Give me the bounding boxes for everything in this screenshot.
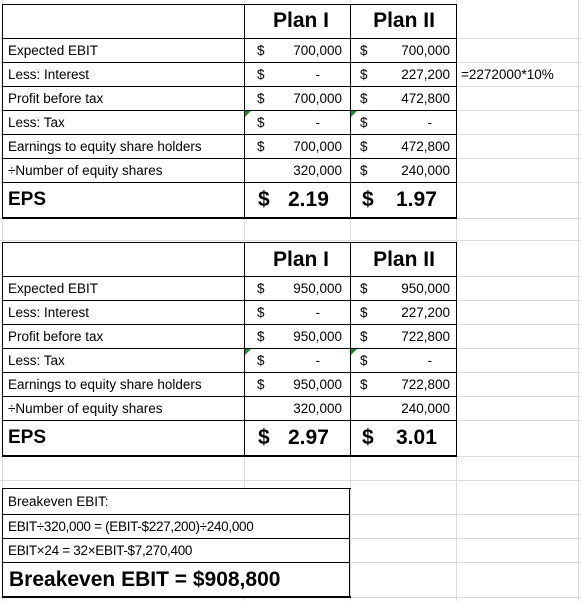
plan1-value: - xyxy=(315,353,320,368)
row-label: Profit before tax xyxy=(8,91,104,106)
comment-marker-icon xyxy=(351,349,357,355)
breakeven-result: Breakeven EBIT = $908,800 xyxy=(9,568,281,591)
currency-symbol: $ xyxy=(258,426,270,449)
currency-symbol: $ xyxy=(257,43,265,58)
comment-marker-icon xyxy=(245,111,251,117)
plan1-value: 950,000 xyxy=(293,377,342,392)
currency-symbol: $ xyxy=(360,115,368,130)
currency-symbol: $ xyxy=(362,188,374,211)
plan2-value: 472,800 xyxy=(401,91,450,106)
gridline xyxy=(0,480,581,481)
currency-symbol: $ xyxy=(257,139,265,154)
plan2-value: 227,200 xyxy=(401,67,450,82)
row-label: ÷Number of equity shares xyxy=(8,401,163,416)
plan1-value: 700,000 xyxy=(293,139,342,154)
currency-symbol: $ xyxy=(257,329,265,344)
currency-symbol: $ xyxy=(360,43,368,58)
currency-symbol: $ xyxy=(360,163,368,178)
currency-symbol: $ xyxy=(258,188,270,211)
plan2-eps: 1.97 xyxy=(396,188,437,211)
plan1-value: 320,000 xyxy=(293,401,342,416)
currency-symbol: $ xyxy=(257,305,265,320)
border xyxy=(2,242,3,456)
plan1-value: 950,000 xyxy=(293,281,342,296)
eps-label: EPS xyxy=(8,189,47,210)
plan1-value: 950,000 xyxy=(293,329,342,344)
border xyxy=(456,4,457,218)
border xyxy=(2,4,457,5)
plan1-value: - xyxy=(315,305,320,320)
border xyxy=(2,242,457,243)
plan1-value: - xyxy=(315,67,320,82)
row-label: Less: Tax xyxy=(8,353,65,368)
row-label: Earnings to equity share holders xyxy=(8,139,202,154)
currency-symbol: $ xyxy=(257,281,265,296)
currency-symbol: $ xyxy=(257,115,265,130)
plan2-value: 240,000 xyxy=(401,163,450,178)
row-label: Expected EBIT xyxy=(8,281,99,296)
plan2-value: 722,800 xyxy=(401,329,450,344)
currency-symbol: $ xyxy=(360,91,368,106)
plan2-value: - xyxy=(427,353,432,368)
comment-marker-icon xyxy=(351,111,357,117)
row-label: Earnings to equity share holders xyxy=(8,377,202,392)
eps-label: EPS xyxy=(8,427,47,448)
currency-symbol: $ xyxy=(362,426,374,449)
border xyxy=(2,4,3,218)
plan1-value: 700,000 xyxy=(293,91,342,106)
row-label: Profit before tax xyxy=(8,329,104,344)
plan2-value: 950,000 xyxy=(401,281,450,296)
plan2-value: 227,200 xyxy=(401,305,450,320)
plan2-eps: 3.01 xyxy=(396,426,437,449)
currency-symbol: $ xyxy=(360,67,368,82)
row-label: Expected EBIT xyxy=(8,43,99,58)
breakeven-title: Breakeven EBIT: xyxy=(8,494,109,509)
breakeven-equation: EBIT÷320,000 = (EBIT-$227,200)÷240,000 xyxy=(8,519,254,534)
currency-symbol: $ xyxy=(360,305,368,320)
comment-marker-icon xyxy=(245,349,251,355)
currency-symbol: $ xyxy=(257,67,265,82)
row-label: Less: Interest xyxy=(8,67,90,82)
row-label: Less: Interest xyxy=(8,305,90,320)
gridline xyxy=(0,240,581,241)
border xyxy=(2,488,351,489)
plan2-header: Plan II xyxy=(373,9,435,32)
row-label: Less: Tax xyxy=(8,115,65,130)
plan1-eps: 2.97 xyxy=(288,426,329,449)
border xyxy=(2,455,457,457)
currency-symbol: $ xyxy=(257,377,265,392)
currency-symbol: $ xyxy=(360,139,368,154)
plan1-value: 320,000 xyxy=(293,163,342,178)
plan2-value: 240,000 xyxy=(401,401,450,416)
formula-note: =2272000*10% xyxy=(461,67,554,82)
breakeven-equation: EBIT×24 = 32×EBIT-$7,270,400 xyxy=(8,543,193,558)
border xyxy=(2,488,3,598)
border xyxy=(349,488,350,598)
plan2-value: - xyxy=(427,115,432,130)
plan1-header: Plan I xyxy=(272,248,330,271)
currency-symbol: $ xyxy=(360,353,368,368)
currency-symbol: $ xyxy=(360,377,368,392)
currency-symbol: $ xyxy=(257,91,265,106)
border xyxy=(456,242,457,456)
plan2-value: 472,800 xyxy=(401,139,450,154)
currency-symbol: $ xyxy=(360,281,368,296)
plan1-header: Plan I xyxy=(272,9,330,32)
border xyxy=(2,217,457,219)
plan1-eps: 2.19 xyxy=(288,188,329,211)
plan1-value: 700,000 xyxy=(293,43,342,58)
gridline xyxy=(578,0,579,601)
plan2-header: Plan II xyxy=(373,248,435,271)
currency-symbol: $ xyxy=(257,353,265,368)
plan2-value: 722,800 xyxy=(401,377,450,392)
plan2-value: 700,000 xyxy=(401,43,450,58)
row-label: ÷Number of equity shares xyxy=(8,163,163,178)
currency-symbol: $ xyxy=(360,329,368,344)
plan1-value: - xyxy=(315,115,320,130)
